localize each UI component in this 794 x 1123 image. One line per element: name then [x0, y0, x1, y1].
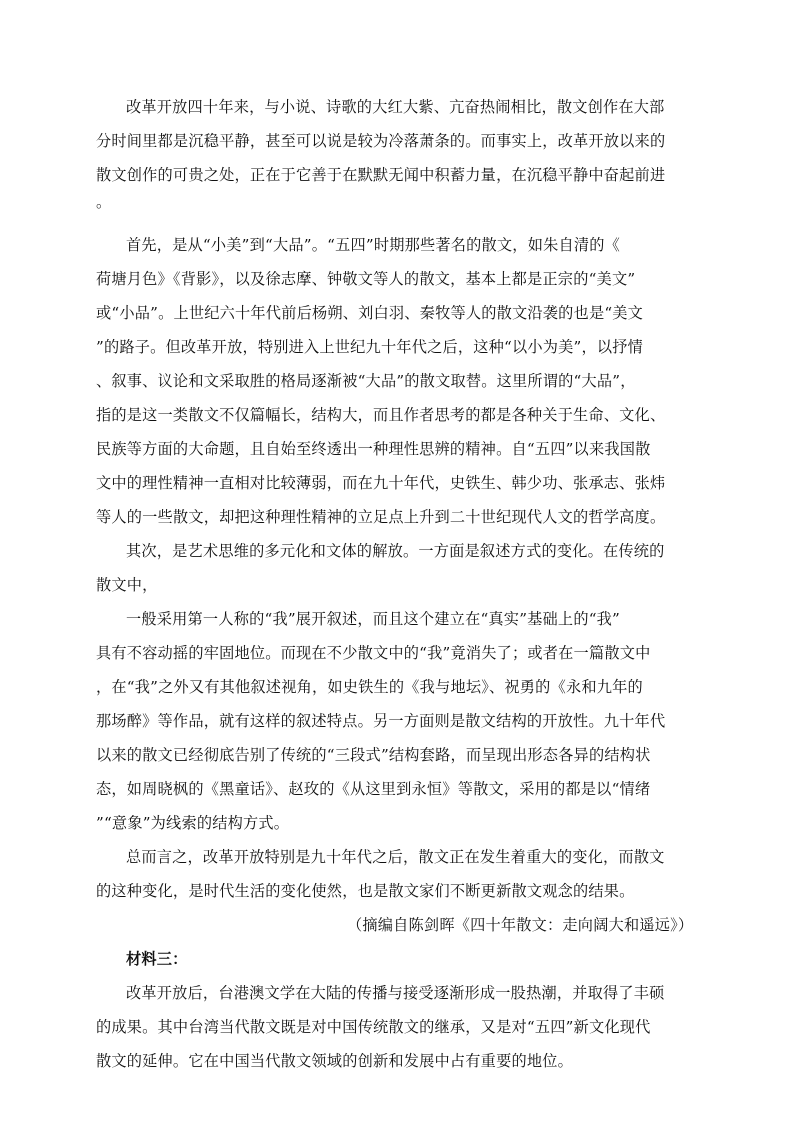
p1-line-1: 改革开放四十年来，与小说、诗歌的大红大紫、亢奋热闹相比，散文创作在大部 — [126, 98, 665, 116]
p6-line-3: 散文的延伸。它在中国当代散文领域的创新和发展中占有重要的地位。 — [96, 1052, 574, 1070]
p2-line-9: 等人的一些散文，却把这种理性精神的立足点上升到二十世纪现代人文的哲学高度。 — [96, 508, 666, 526]
p2-line-1: 首先，是从“小美”到“大品”。“五四”时期那些著名的散文，如朱自清的《 — [126, 236, 621, 254]
p4-line-2: 具有不容动摇的牢固地位。而现在不少散文中的“我”竟消失了；或者在一篇散文中 — [96, 644, 651, 662]
p2-line-3: 或“小品”。上世纪六十年代前后杨朔、刘白羽、秦牧等人的散文沿袭的也是“美文 — [96, 304, 644, 322]
p2-line-2: 荷塘月色》《背影》，以及徐志摩、钟敬文等人的散文，基本上都是正宗的“美文” — [96, 270, 636, 288]
p4-line-6: 态，如周晓枫的《黑童话》、赵玫的《从这里到永恒》等散文，采用的都是以“情绪 — [96, 780, 651, 798]
p2-line-7: 民族等方面的大命题，且自始至终透出一种理性思辨的精神。自“五四”以来我国散 — [96, 440, 651, 458]
p1-line-2: 分时间里都是沉稳平静，甚至可以说是较为冷落萧条的。而事实上，改革开放以来的 — [96, 132, 666, 150]
p1-line-4: 。 — [96, 193, 112, 211]
p3-line-1: 其次，是艺术思维的多元化和文体的解放。一方面是叙述方式的变化。在传统的 — [126, 542, 665, 560]
p6-line-2: 的成果。其中台湾当代散文既是对中国传统散文的继承，又是对“五四”新文化现代 — [96, 1018, 651, 1036]
source-citation: （摘编自陈剑晖《四十年散文：走向阔大和遥远》） — [347, 916, 694, 934]
p6-line-1: 改革开放后，台港澳文学在大陆的传播与接受逐渐形成一股热潮，并取得了丰硕 — [126, 984, 665, 1002]
p3-line-2: 散文中， — [96, 576, 158, 594]
p4-line-3: ，在“我”之外又有其他叙述视角，如史铁生的《我与地坛》、祝勇的《永和九年的 — [96, 678, 643, 696]
p5-line-2: 的这种变化，是时代生活的变化使然，也是散文家们不断更新散文观念的结果。 — [96, 882, 635, 900]
p2-line-6: 指的是这一类散文不仅篇幅长，结构大，而且作者思考的都是各种关于生命、文化、 — [96, 406, 666, 424]
p4-line-7: ”“意象”为线索的结构方式。 — [96, 814, 290, 832]
p4-line-5: 以来的散文已经彻底告别了传统的“三段式”结构套路，而呈现出形态各异的结构状 — [96, 746, 651, 764]
material-three-heading: 材料三： — [126, 950, 188, 968]
p4-line-4: 那场醉》等作品，就有这样的叙述特点。另一方面则是散文结构的开放性。九十年代 — [96, 712, 666, 730]
p2-line-8: 文中的理性精神一直相对比较薄弱，而在九十年代，史铁生、韩少功、张承志、张炜 — [96, 474, 666, 492]
p1-line-3: 散文创作的可贵之处，正在于它善于在默默无闻中积蓄力量，在沉稳平静中奋起前进 — [96, 166, 666, 184]
p2-line-4: ”的路子。但改革开放，特别进入上世纪九十年代之后，这种“以小为美”，以抒情 — [96, 338, 644, 356]
p5-line-1: 总而言之，改革开放特别是九十年代之后，散文正在发生着重大的变化，而散文 — [126, 848, 665, 866]
p2-line-5: 、叙事、议论和文采取胜的格局逐渐被“大品”的散文取替。这里所谓的“大品”， — [96, 372, 636, 390]
p4-line-1: 一般采用第一人称的“我”展开叙述，而且这个建立在“真实”基础上的“我” — [126, 610, 621, 628]
